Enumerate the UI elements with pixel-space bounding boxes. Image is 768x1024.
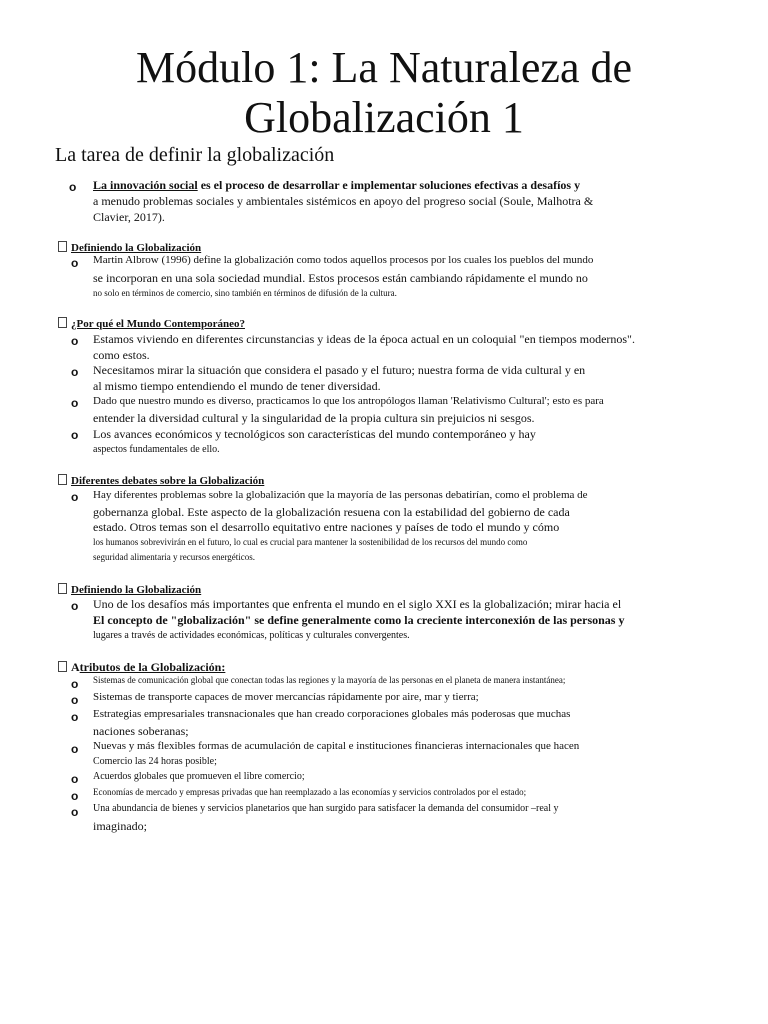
s3-line-2: gobernanza global. Este aspecto de la globalización resuena con la estabilidad del gobierno de cada — [93, 505, 570, 519]
bullet-marker: o — [71, 599, 79, 613]
intro-line-1 — [93, 178, 580, 193]
s2-b3-line-1: Dado que nuestro mundo es diverso, practicamos lo que los antropólogos llaman 'Relativismo Cultural'; esto es para — [93, 395, 604, 407]
s2-b4-line-1: Los avances económicos y tecnológicos son características del mundo contemporáneo y hay — [93, 427, 536, 441]
s3-line-3: estado. Otros temas son el desarrollo equitativo entre naciones y países de todo el mundo y cómo — [93, 520, 560, 534]
bullet-marker: o — [71, 693, 79, 707]
bullet-marker: o — [71, 677, 79, 691]
bullet-marker: o — [71, 334, 79, 348]
bullet-marker: o — [71, 365, 79, 379]
intro-text: es el proceso de desarrollar e implementar soluciones efectivas a desafíos y — [197, 178, 581, 192]
bullet-marker: o — [71, 710, 79, 724]
checkbox-icon — [58, 661, 67, 672]
s2-b2-line-1: Necesitamos mirar la situación que considera el pasado y el futuro; nuestra forma de vida cultural y en — [93, 363, 586, 377]
s4-line-1: Uno de los desafíos más importantes que enfrenta el mundo en el siglo XXI es la globalización; mirar hacia el — [93, 597, 622, 611]
bullet-marker: o — [71, 805, 79, 819]
bullet-marker: o — [71, 256, 79, 270]
attribute-item: Estrategias empresariales transnacionales que han creado corporaciones globales más poderosas que muchas — [93, 708, 571, 720]
page-title-line1: Módulo 1: La Naturaleza de — [135, 43, 633, 92]
attribute-item-cont: imaginado; — [93, 819, 147, 833]
s1-line-3: no solo en términos de comercio, sino también en términos de difusión de la cultura. — [93, 288, 397, 298]
intro-line-3: Clavier, 2017). — [93, 210, 165, 224]
bullet-marker: o — [71, 789, 79, 803]
bullet-marker: o — [71, 490, 79, 504]
s2-b1-line-2: como estos. — [93, 348, 150, 362]
section-heading-atributos: Atributos de la Globalización: — [58, 660, 225, 675]
intro-term: La innovación social — [93, 178, 198, 192]
attribute-item: Sistemas de transporte capaces de mover mercancías rápidamente por aire, mar y tierra; — [93, 691, 479, 703]
bullet-marker: o — [71, 772, 79, 786]
checkbox-icon — [58, 583, 67, 594]
section-heading-definiendo-2: Definiendo la Globalización — [58, 583, 201, 596]
page-title-line2: Globalización 1 — [244, 93, 524, 142]
bullet-marker: o — [71, 428, 79, 442]
s1-line-1: Martin Albrow (1996) define la globalización como todos aquellos procesos por los cuales los pueblos del mundo — [93, 254, 594, 266]
intro-line-2: a menudo problemas sociales y ambientales sistémicos en apoyo del progreso social (Soule, Malhotra & — [93, 194, 594, 208]
section-heading-mundo-contemporaneo: ¿Por qué el Mundo Contemporáneo? — [58, 317, 245, 330]
s3-line-1: Hay diferentes problemas sobre la globalización que la mayoría de las personas debatirían, como el problema de — [93, 489, 588, 501]
attribute-item-cont: Comercio las 24 horas posible; — [93, 756, 217, 767]
checkbox-icon — [58, 241, 67, 252]
s3-line-5: seguridad alimentaria y recursos energéticos. — [93, 552, 256, 562]
s2-b3-line-2: entender la diversidad cultural y la singularidad de la propia cultura sin prejuicios ni sesgos. — [93, 411, 535, 425]
s4-line-2: El concepto de "globalización" se define generalmente como la creciente interconexión de las personas y — [93, 613, 625, 627]
s2-b1-line-1: Estamos viviendo en diferentes circunstancias y ideas de la época actual en un coloquial "en tiempos modernos". — [93, 332, 635, 346]
s2-b4-line-2: aspectos fundamentales de ello. — [93, 444, 220, 455]
attribute-item-cont: naciones soberanas; — [93, 724, 189, 738]
checkbox-icon — [58, 474, 67, 485]
s3-line-4: los humanos sobrevivirán en el futuro, lo cual es crucial para mantener la sostenibilidad de los recursos del mundo como — [93, 537, 528, 547]
attribute-item: Nuevas y más flexibles formas de acumulación de capital e instituciones financieras internacionales que hacen — [93, 740, 580, 752]
section-heading-definiendo-1: Definiendo la Globalización — [58, 241, 201, 254]
page-subtitle: La tarea de definir la globalización — [55, 144, 335, 166]
bullet-marker: o — [71, 396, 79, 410]
bullet-marker: o — [71, 742, 79, 756]
attribute-item: Acuerdos globales que promueven el libre comercio; — [93, 771, 305, 782]
attribute-item: Una abundancia de bienes y servicios planetarios que han surgido para satisfacer la demanda del consumidor –real y — [93, 803, 559, 814]
s4-line-3: lugares a través de actividades económicas, políticas y culturales convergentes. — [93, 630, 410, 641]
attribute-item: Sistemas de comunicación global que conectan todas las regiones y la mayoría de las personas en el planeta de manera instantánea; — [93, 675, 566, 685]
s2-b2-line-2: al mismo tiempo entendiendo el mundo de tener diversidad. — [93, 379, 381, 393]
attribute-item: Economías de mercado y empresas privadas que han reemplazado a las economías y servicios controlados por el estado; — [93, 787, 527, 797]
checkbox-icon — [58, 317, 67, 328]
section-heading-debates: Diferentes debates sobre la Globalización — [58, 474, 264, 487]
s1-line-2: se incorporan en una sola sociedad mundial. Estos procesos están cambiando rápidamente el mundo no — [93, 271, 588, 285]
bullet-marker: o — [69, 180, 77, 194]
